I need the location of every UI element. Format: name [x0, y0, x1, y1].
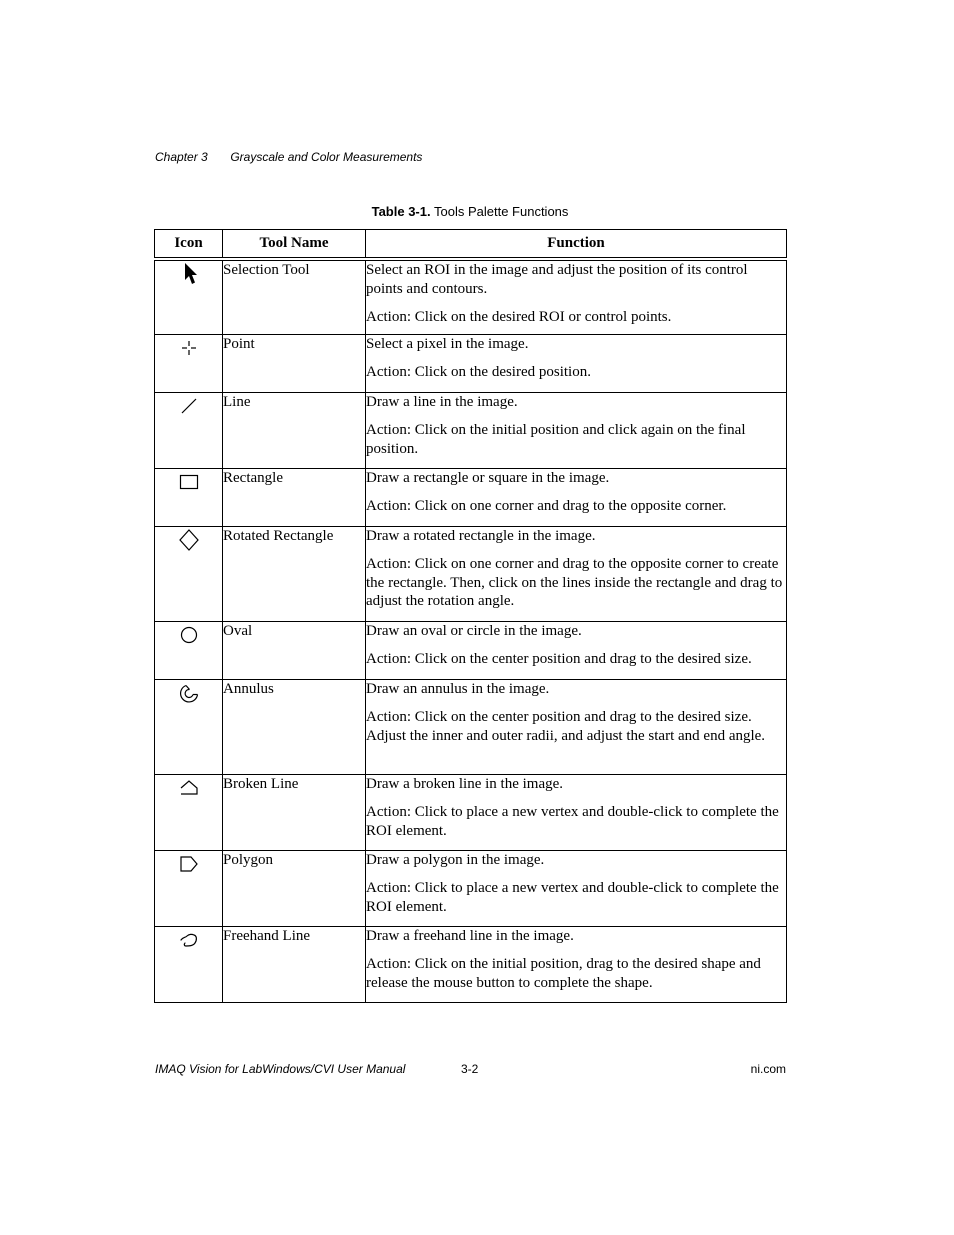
function-cell [366, 679, 787, 774]
function-description: Draw a line in the image. [366, 393, 518, 410]
oval-icon [177, 622, 201, 648]
function-cell [366, 259, 787, 334]
icon-cell [155, 259, 223, 334]
function-description: Draw a freehand line in the image. [366, 927, 574, 944]
table-caption [0, 204, 940, 219]
function-cell [366, 774, 787, 850]
arrow-pointer-icon [177, 261, 201, 287]
site-link: ni.com [750, 1062, 786, 1076]
page-number: 3-2 [461, 1062, 479, 1076]
tool-name: Selection Tool [223, 259, 366, 334]
tool-name: Rectangle [223, 468, 366, 526]
function-description: Draw a rectangle or square in the image. [366, 469, 610, 486]
column-header-function: Function [366, 230, 787, 260]
function-action: Action: Click on one corner and drag to the opposite corner to create the rectangle. Then, click on the lines inside the rectangle and drag to adjust the rotation angle. [366, 556, 783, 609]
table-row [155, 334, 787, 392]
function-action: Action: Click on the center position and drag to the desired size. Adjust the inner and outer radii, and adjust the start and end angle. [366, 709, 766, 744]
table-row [155, 926, 787, 1002]
line-icon [177, 393, 201, 419]
table-row [155, 774, 787, 850]
table-row [155, 526, 787, 621]
column-header-icon: Icon [155, 230, 223, 260]
rotated-rectangle-icon [177, 527, 201, 553]
tool-name: Annulus [223, 679, 366, 774]
running-header [155, 150, 422, 164]
tools-palette-table [154, 229, 787, 1003]
icon-cell [155, 850, 223, 926]
manual-title: IMAQ Vision for LabWindows/CVI User Manual [155, 1062, 406, 1076]
tool-name: Broken Line [223, 774, 366, 850]
tool-name: Rotated Rectangle [223, 526, 366, 621]
function-action: Action: Click on the desired position. [366, 364, 591, 380]
function-cell [366, 392, 787, 468]
function-description: Draw a polygon in the image. [366, 851, 545, 868]
function-cell [366, 468, 787, 526]
function-cell [366, 926, 787, 1002]
table-row [155, 850, 787, 926]
table-row [155, 679, 787, 774]
polygon-icon [177, 851, 201, 877]
function-description: Select a pixel in the image. [366, 335, 529, 352]
function-cell [366, 621, 787, 679]
broken-line-icon [177, 775, 201, 801]
function-action: Action: Click on the initial position, drag to the desired shape and release the mouse button to complete the shape. [366, 956, 761, 991]
tool-name: Polygon [223, 850, 366, 926]
section-title: Grayscale and Color Measurements [230, 150, 423, 164]
table-row [155, 392, 787, 468]
freehand-line-icon [177, 927, 201, 953]
function-cell [366, 850, 787, 926]
tool-name: Line [223, 392, 366, 468]
icon-cell [155, 621, 223, 679]
icon-cell [155, 392, 223, 468]
table-title: Tools Palette Functions [434, 204, 569, 219]
point-crosshair-icon [177, 335, 201, 361]
table-header-row [155, 230, 787, 260]
table-number: Table 3-1. [371, 204, 431, 219]
tool-name: Oval [223, 621, 366, 679]
icon-cell [155, 679, 223, 774]
function-action: Action: Click on the initial position and click again on the final position. [366, 422, 746, 457]
table-row [155, 621, 787, 679]
icon-cell [155, 774, 223, 850]
table-row [155, 259, 787, 334]
function-description: Draw a broken line in the image. [366, 775, 564, 792]
annulus-icon [177, 680, 201, 706]
icon-cell [155, 334, 223, 392]
function-action: Action: Click on one corner and drag to the opposite corner. [366, 498, 727, 514]
tool-name: Freehand Line [223, 926, 366, 1002]
icon-cell [155, 468, 223, 526]
rectangle-icon [177, 469, 201, 495]
function-cell [366, 526, 787, 621]
function-description: Draw an oval or circle in the image. [366, 622, 582, 639]
function-action: Action: Click to place a new vertex and double-click to complete the ROI element. [366, 804, 779, 839]
icon-cell [155, 526, 223, 621]
icon-cell [155, 926, 223, 1002]
function-action: Action: Click on the desired ROI or control points. [366, 309, 672, 325]
function-description: Select an ROI in the image and adjust the position of its control points and contours. [366, 262, 748, 297]
chapter-label: Chapter 3 [155, 150, 208, 164]
function-description: Draw a rotated rectangle in the image. [366, 527, 596, 544]
function-description: Draw an annulus in the image. [366, 680, 550, 697]
table-row [155, 468, 787, 526]
function-action: Action: Click to place a new vertex and double-click to complete the ROI element. [366, 880, 779, 915]
tool-name: Point [223, 334, 366, 392]
column-header-tool-name: Tool Name [223, 230, 366, 260]
function-cell [366, 334, 787, 392]
function-action: Action: Click on the center position and drag to the desired size. [366, 651, 752, 667]
